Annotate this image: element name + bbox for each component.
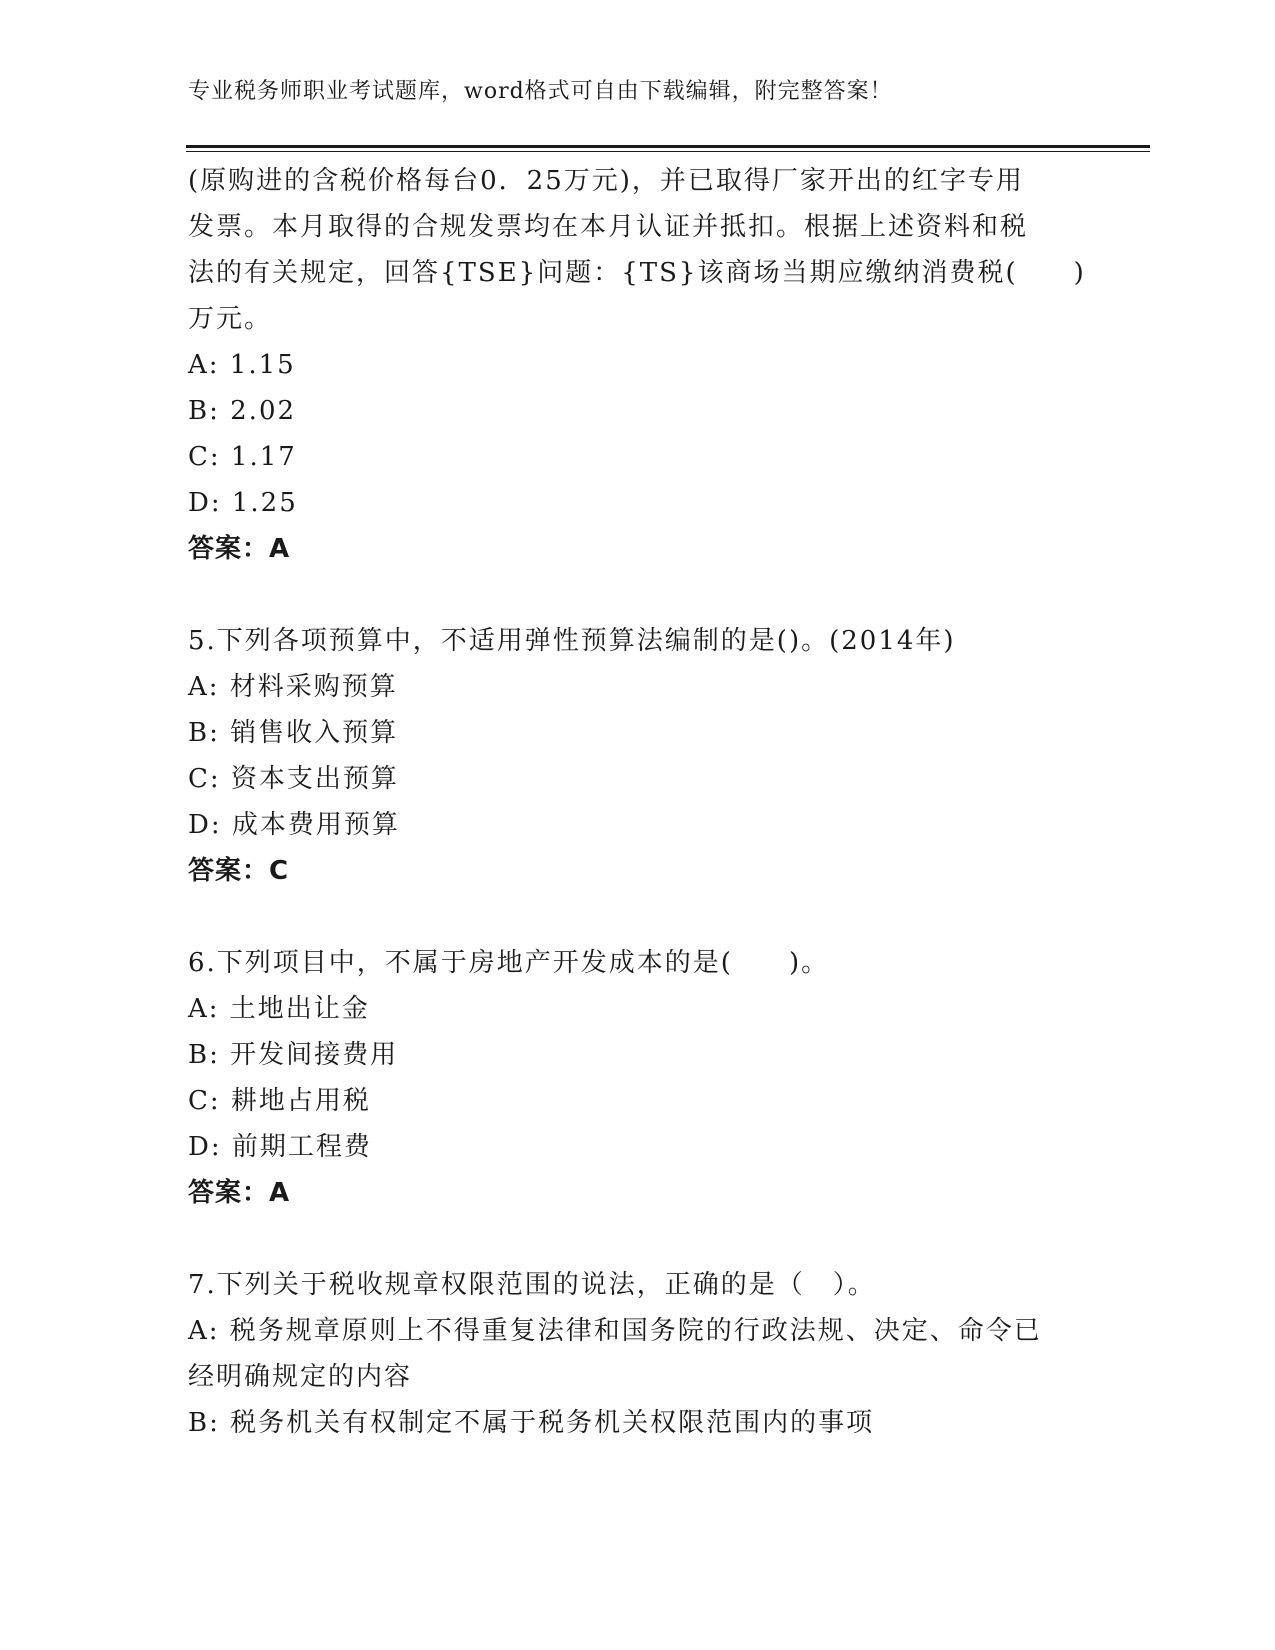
option-b: B: 2.02 [188,396,297,426]
answer: 答案：C [188,856,290,886]
document-body [188,158,1088,1446]
option-c: C: 耕地占用税 [188,1086,371,1116]
spacer [188,572,1088,618]
question-text-line: 法的有关规定，回答{TSE}问题：{TS}该商场当期应缴纳消费税( ) [188,258,1086,288]
question-6 [188,940,1088,1216]
spacer [188,1216,1088,1262]
option-a: A: 土地出让金 [188,994,370,1024]
option-b: B: 税务机关有权制定不属于税务机关权限范围内的事项 [188,1408,875,1438]
option-a-continued: 经明确规定的内容 [188,1362,413,1392]
question-text-line: 发票。本月取得的合规发票均在本月认证并抵扣。根据上述资料和税 [188,212,1029,242]
page-header: 专业税务师职业考试题库，word格式可自由下载编辑，附完整答案！ [188,79,893,104]
question-4-continued [188,158,1088,572]
option-a: A: 1.15 [188,350,296,380]
option-d: D: 前期工程费 [188,1132,372,1162]
spacer [188,894,1088,940]
question-5 [188,618,1088,894]
option-c: C: 1.17 [188,442,297,472]
option-a: A: 税务规章原则上不得重复法律和国务院的行政法规、决定、命令已 [188,1316,1042,1346]
header-rule-thin [186,151,1150,152]
question-text-line: 万元。 [188,304,273,334]
answer: 答案：A [188,534,291,564]
header-rule-thick [186,145,1150,148]
option-b: B: 开发间接费用 [188,1040,399,1070]
option-c: C: 资本支出预算 [188,764,399,794]
question-stem: 6.下列项目中，不属于房地产开发成本的是( )。 [188,948,830,978]
question-stem: 7.下列关于税收规章权限范围的说法，正确的是（ ）。 [188,1270,876,1300]
question-text-line: (原购进的含税价格每台0．25万元)，并已取得厂家开出的红字专用 [188,166,1024,196]
option-b: B: 销售收入预算 [188,718,399,748]
answer: 答案：A [188,1178,291,1208]
option-d: D: 成本费用预算 [188,810,400,840]
option-a: A: 材料采购预算 [188,672,398,702]
question-7 [188,1262,1088,1446]
option-d: D: 1.25 [188,488,298,518]
question-stem: 5.下列各项预算中，不适用弹性预算法编制的是()。(2014年) [188,626,956,656]
